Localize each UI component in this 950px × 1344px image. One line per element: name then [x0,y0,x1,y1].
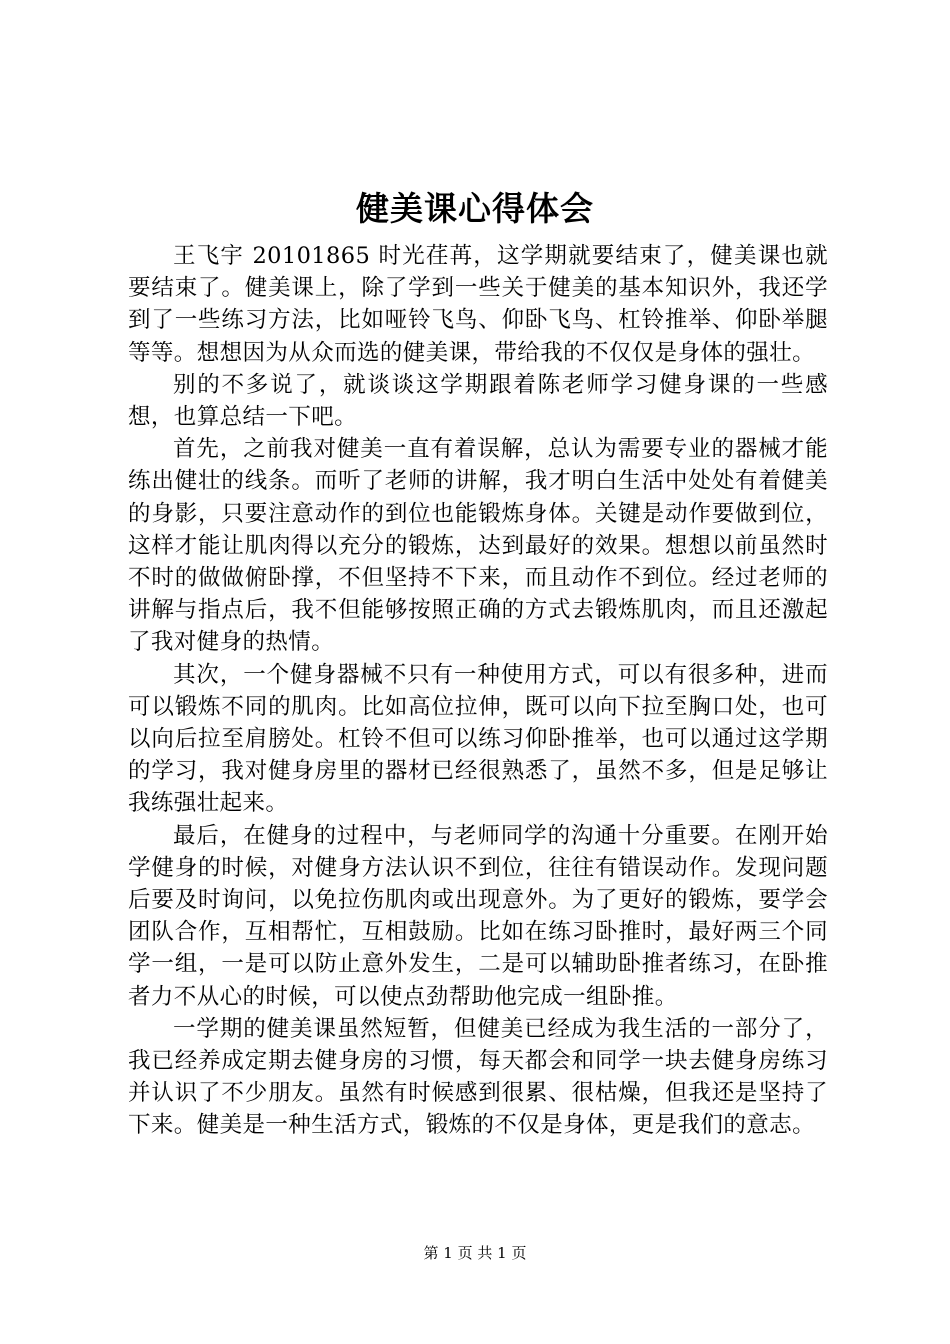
document-body [128,240,828,1142]
paragraph-intro: 王飞宇 20101865 时光荏苒，这学期就要结束了，健美课也就要结束了。健美课上，除了学到一些关于健美的基本知识外，我还学到了一些练习方法，比如哑铃飞鸟、仰卧飞鸟、杠铃推举、仰卧举腿等等。想想因为从众而选的健美课，带给我的不仅仅是身体的强壮。 [128,243,828,366]
page-footer: 第 1 页 共 1 页 [423,1244,527,1262]
paragraph-conclusion: 一学期的健美课虽然短暂，但健美已经成为我生活的一部分了，我已经养成定期去健身房的习惯，每天都会和同学一块去健身房练习并认识了不少朋友。虽然有时候感到很累、很枯燥，但我还是坚持了下来。健美是一种生活方式，锻炼的不仅是身体，更是我们的意志。 [128,1015,828,1139]
document-title: 健美课心得体会 [356,189,594,228]
paragraph-last: 最后，在健身的过程中，与老师同学的沟通十分重要。在刚开始学健身的时候，对健身方法认识不到位，往往有错误动作。发现问题后要及时询问，以免拉伤肌肉或出现意外。为了更好的锻炼，要学会团队合作，互相帮忙，互相鼓励。比如在练习卧推时，最好两三个同学一组，一是可以防止意外发生，二是可以辅助卧推者练习，在卧推者力不从心的时候，可以使点劲帮助他完成一组卧推。 [128,822,828,1010]
paragraph-second: 其次，一个健身器械不只有一种使用方式，可以有很多种，进而可以锻炼不同的肌肉。比如高位拉伸，既可以向下拉至胸口处，也可以向后拉至肩膀处。杠铃不但可以练习仰卧推举，也可以通过这学期的学习，我对健身房里的器材已经很熟悉了，虽然不多，但是足够让我练强壮起来。 [128,661,828,817]
paragraph-first: 首先，之前我对健美一直有着误解，总认为需要专业的器械才能练出健壮的线条。而听了老师的讲解，我才明白生活中处处有着健美的身影，只要注意动作的到位也能锻炼身体。关键是动作要做到位，这样才能让肌肉得以充分的锻炼，达到最好的效果。想想以前虽然时不时的做做俯卧撑，不但坚持不下来，而且动作不到位。经过老师的讲解与指点后，我不但能够按照正确的方式去锻炼肌肉，而且还激起了我对健身的热情。 [128,436,828,656]
paragraph-transition: 别的不多说了，就谈谈这学期跟着陈老师学习健身课的一些感想，也算总结一下吧。 [128,371,828,431]
